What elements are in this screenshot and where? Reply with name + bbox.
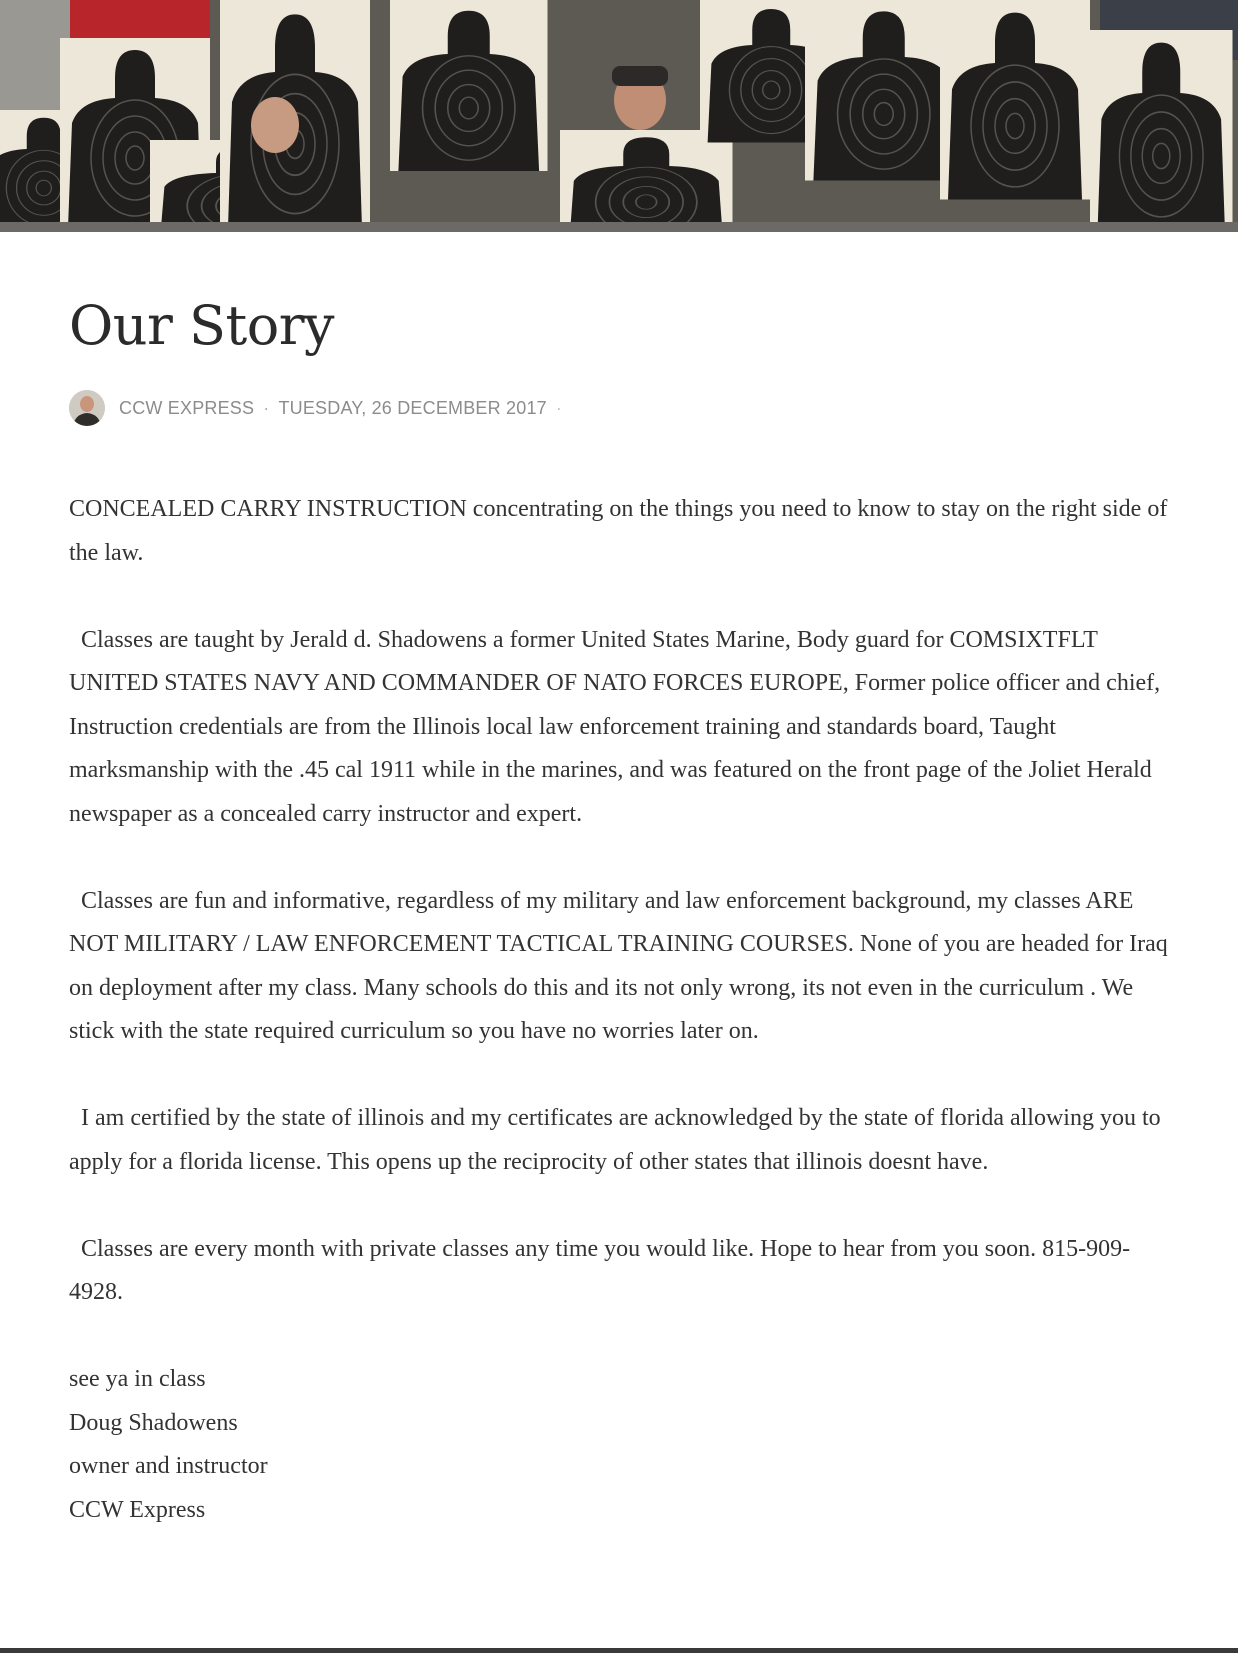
paragraph-intro: CONCEALED CARRY INSTRUCTION concentrating on the things you need to know to stay on the right side of the law.: [69, 496, 1168, 566]
signoff-company: CCW Express: [69, 1496, 206, 1523]
paragraph-schedule-text: Classes are every month with private classes any time you would like. Hope to hear from you soon. 815-909-4928.: [69, 1235, 1131, 1305]
post-date: TUESDAY, 26 DECEMBER 2017: [278, 397, 547, 418]
post-body: [69, 488, 1169, 1532]
signoff-line: see ya in class: [69, 1366, 206, 1392]
meta-trailing-separator: ·: [555, 397, 563, 418]
post-meta: [69, 390, 562, 426]
page-title: Our Story: [69, 294, 335, 357]
paragraph-classes: [69, 880, 1169, 1054]
paragraph-classes-text: Classes are fun and informative, regardless of my military and law enforcement background, my classes ARE NOT MILITARY / LAW ENFORCEMENT TACTICAL TRAINING COURSES. None of you are headed for Iraq on deployment after my class. Many schools do this and its not only wrong, its not even in the curriculum . We stick with the state required curriculum so you have no worries later on.: [69, 887, 1168, 1044]
author-link[interactable]: CCW EXPRESS: [119, 397, 255, 418]
author-avatar[interactable]: [69, 390, 105, 426]
hero-image: [0, 0, 1238, 232]
paragraph-instructor-text: Classes are taught by Jerald d. Shadowens a former United States Marine, Body guard for COMSIXTFLT UNITED STATES NAVY AND COMMANDER OF NATO FORCES EUROPE, Former police officer and chief, Instruction credentials are from the Illinois local law enforcement training and standards board, Taught marksmanship with the .45 cal 1911 while in the marines, and was featured on the front page of the Joliet Herald newspaper as a concealed carry instructor and expert.: [69, 626, 1161, 827]
signoff-name: Doug Shadowens: [69, 1409, 238, 1436]
hero-photo-targets: [0, 0, 1238, 232]
bottom-bar: [0, 1648, 1238, 1653]
paragraph-schedule: [69, 1228, 1169, 1315]
signoff-role: owner and instructor: [69, 1453, 268, 1479]
paragraph-certification-text: I am certified by the state of illinois and my certificates are acknowledged by the state of florida allowing you to apply for a florida license. This opens up the reciprocity of other states that illinois doesnt have.: [69, 1105, 1161, 1175]
paragraph-instructor: [69, 619, 1169, 837]
paragraph-certification: [69, 1097, 1169, 1184]
meta-separator: ·: [263, 397, 270, 418]
avatar-photo: [69, 390, 105, 426]
